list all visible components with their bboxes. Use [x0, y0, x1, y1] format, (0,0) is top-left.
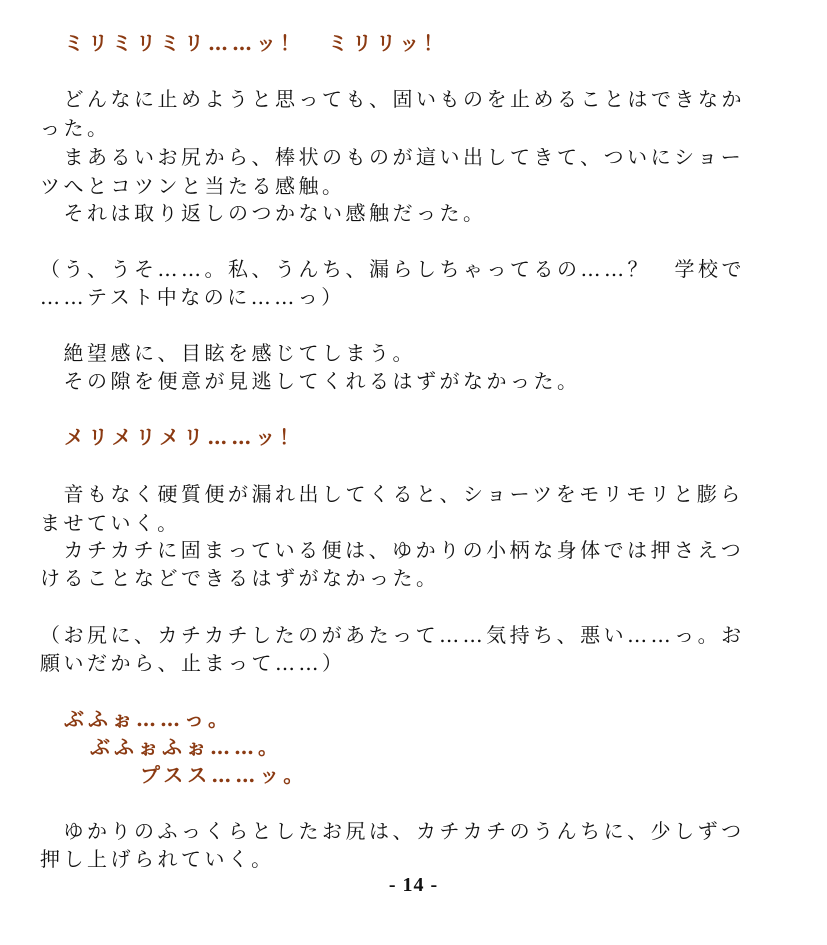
- text-line: ませていく。: [40, 511, 181, 535]
- sound-effect-line: プスス……ッ。: [140, 763, 308, 787]
- page-number: - 14 -: [388, 874, 439, 896]
- dialogue-line: （お尻に、カチカチしたのがあたって……気持ち、悪い……っ。お: [40, 623, 745, 647]
- dialogue-line: （う、うそ……。私、うんち、漏らしちゃってるの……？ 学校で: [40, 257, 745, 281]
- text-line: ツへとコツンと当たる感触。: [40, 174, 346, 198]
- dialogue-line: 願いだから、止まって……）: [40, 651, 346, 675]
- sound-effect-line: ぶふぉふぉ……。: [90, 735, 282, 759]
- text-line: まあるいお尻から、棒状のものが這い出してきて、ついにショー: [40, 145, 745, 169]
- text-line: どんなに止めようと思っても、固いものを止めることはできなか: [40, 87, 745, 111]
- text-line: カチカチに固まっている便は、ゆかりの小柄な身体では押さえつ: [40, 538, 745, 562]
- text-line: 絶望感に、目眩を感じてしまう。: [40, 341, 416, 365]
- text-line: けることなどできるはずがなかった。: [40, 566, 440, 590]
- sound-effect-line: ぶふぉ……っ。: [64, 707, 232, 731]
- sound-effect-line: メリメリメリ……ッ！: [64, 425, 304, 449]
- text-line: 音もなく硬質便が漏れ出してくると、ショーツをモリモリと膨ら: [40, 482, 744, 506]
- text-line: その隙を便意が見逃してくれるはずがなかった。: [40, 369, 581, 393]
- dialogue-line: ……テスト中なのに……っ）: [40, 285, 345, 309]
- text-line: 押し上げられていく。: [40, 847, 275, 871]
- text-line: ゆかりのふっくらとしたお尻は、カチカチのうんちに、少しずつ: [40, 819, 745, 843]
- sound-effect-line: ミリミリミリ……ッ！ ミリリッ！: [64, 31, 448, 55]
- text-line: った。: [40, 116, 111, 140]
- text-line: それは取り返しのつかない感触だった。: [40, 201, 487, 225]
